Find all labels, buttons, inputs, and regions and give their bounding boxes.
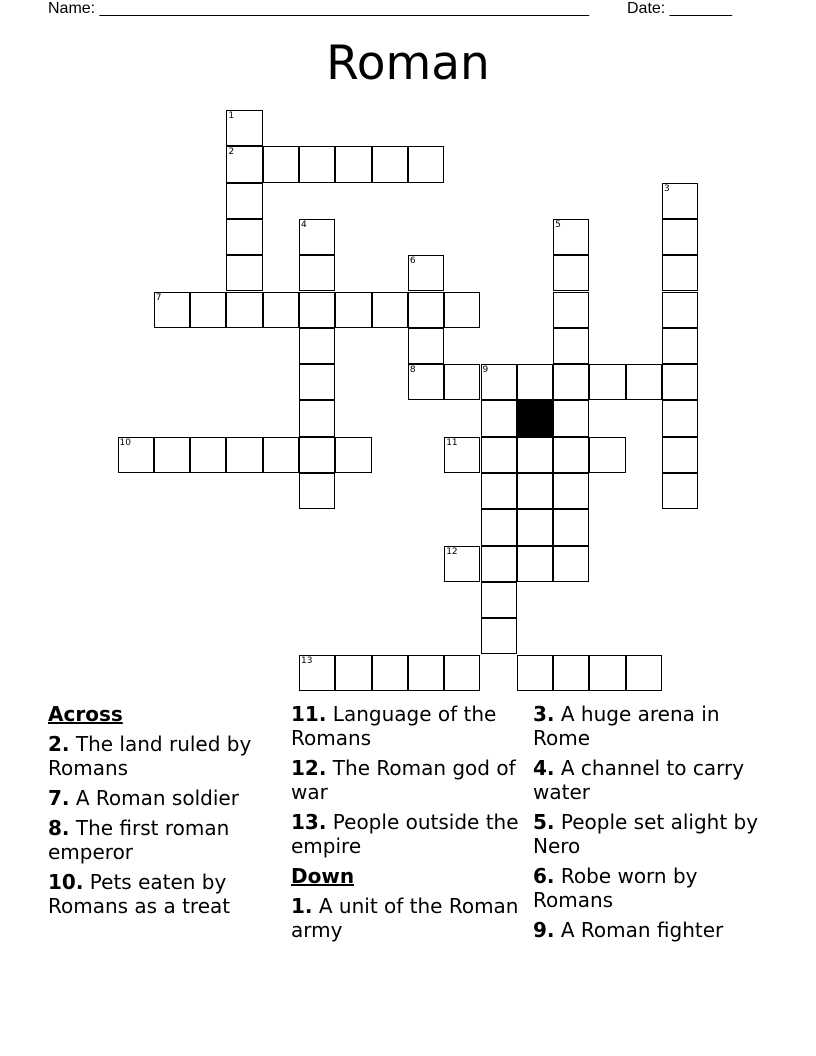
clue-across-13 — [291, 810, 523, 858]
clue-number: 2. — [48, 732, 70, 756]
clue-down-3 — [533, 702, 765, 750]
cell-number: 13 — [301, 655, 313, 666]
grid-cell[interactable] — [662, 255, 698, 291]
grid-cell[interactable] — [662, 437, 698, 473]
grid-cell[interactable] — [589, 655, 625, 691]
grid-cell[interactable] — [481, 437, 517, 473]
clue-number: 8. — [48, 816, 70, 840]
grid-cell-8[interactable] — [408, 364, 444, 400]
grid-cell[interactable] — [517, 437, 553, 473]
clue-number: 6. — [533, 864, 555, 888]
grid-cell[interactable] — [662, 400, 698, 436]
grid-cell[interactable] — [481, 582, 517, 618]
clue-text: The Roman god of war — [291, 756, 516, 804]
cell-number: 1 — [228, 111, 235, 121]
grid-cell[interactable] — [481, 618, 517, 654]
date-field-label[interactable]: Date: _______ — [627, 0, 732, 17]
grid-cell[interactable] — [372, 292, 408, 328]
grid-cell[interactable] — [517, 364, 553, 400]
cell-number: 3 — [664, 183, 670, 194]
clue-text: A channel to carry water — [533, 756, 745, 804]
grid-cell[interactable] — [335, 146, 371, 182]
grid-cell[interactable] — [589, 364, 625, 400]
grid-cell[interactable] — [553, 364, 589, 400]
clue-text: Language of the Romans — [291, 702, 497, 750]
grid-cell[interactable] — [226, 255, 262, 291]
down-heading: Down — [291, 864, 355, 888]
grid-cell-12[interactable] — [444, 546, 480, 582]
grid-cell[interactable] — [553, 437, 589, 473]
cell-number: 9 — [482, 365, 489, 376]
grid-cell[interactable] — [263, 437, 299, 473]
clue-number: 10. — [48, 870, 84, 894]
grid-cell[interactable] — [226, 219, 262, 255]
cell-number: 4 — [301, 219, 307, 230]
clue-number: 12. — [291, 756, 327, 780]
grid-cell[interactable] — [299, 364, 335, 400]
clue-column-3 — [533, 702, 765, 948]
clue-number: 3. — [533, 702, 555, 726]
grid-cell[interactable] — [553, 328, 589, 364]
clue-across-10 — [48, 870, 280, 918]
grid-cell[interactable] — [335, 437, 371, 473]
clue-text: A Roman soldier — [75, 786, 239, 810]
grid-cell[interactable] — [662, 219, 698, 255]
grid-cell[interactable] — [517, 655, 553, 691]
name-field-label[interactable]: Name: _______________________________________________________ — [48, 0, 589, 17]
grid-cell[interactable] — [444, 292, 480, 328]
clue-number: 9. — [533, 918, 555, 942]
clue-text: A unit of the Roman army — [291, 894, 519, 942]
grid-cell[interactable] — [299, 473, 335, 509]
cell-number: 10 — [119, 437, 131, 448]
grid-cell[interactable] — [481, 546, 517, 582]
cell-number: 12 — [446, 546, 458, 557]
clue-across-2 — [48, 732, 280, 780]
grid-cell[interactable] — [154, 437, 190, 473]
grid-cell[interactable] — [553, 546, 589, 582]
grid-cell[interactable] — [553, 473, 589, 509]
clue-column-1 — [48, 702, 280, 924]
grid-cell[interactable] — [589, 437, 625, 473]
grid-cell[interactable] — [553, 292, 589, 328]
grid-cell[interactable] — [408, 328, 444, 364]
grid-cell[interactable] — [263, 292, 299, 328]
clue-text: The land ruled by Romans — [48, 732, 252, 780]
clue-text: The first roman emperor — [48, 816, 230, 864]
clue-number: 4. — [533, 756, 555, 780]
clue-down-6 — [533, 864, 765, 912]
clue-text: Pets eaten by Romans as a treat — [48, 870, 231, 918]
grid-cell-10[interactable] — [118, 437, 154, 473]
clue-number: 13. — [291, 810, 327, 834]
clue-down-9 — [533, 918, 765, 942]
grid-cell[interactable] — [408, 292, 444, 328]
cell-number: 11 — [446, 437, 458, 448]
grid-cell[interactable] — [517, 473, 553, 509]
grid-cell-13[interactable] — [299, 655, 335, 691]
grid-cell[interactable] — [662, 364, 698, 400]
grid-cell[interactable] — [299, 292, 335, 328]
clue-text: Robe worn by Romans — [533, 864, 698, 912]
clue-number: 11. — [291, 702, 327, 726]
grid-cell[interactable] — [335, 655, 371, 691]
grid-cell[interactable] — [226, 183, 262, 219]
grid-cell[interactable] — [662, 328, 698, 364]
clue-text: A Roman fighter — [560, 918, 724, 942]
grid-cell[interactable] — [517, 546, 553, 582]
grid-cell[interactable] — [372, 146, 408, 182]
clue-text: A huge arena in Rome — [533, 702, 720, 750]
grid-cell[interactable] — [481, 509, 517, 545]
grid-cell[interactable] — [299, 146, 335, 182]
grid-cell-4[interactable] — [299, 219, 335, 255]
grid-cell[interactable] — [444, 364, 480, 400]
clue-across-7 — [48, 786, 280, 810]
across-heading: Across — [48, 702, 123, 726]
grid-cell[interactable] — [517, 509, 553, 545]
grid-cell[interactable] — [553, 255, 589, 291]
grid-cell[interactable] — [299, 437, 335, 473]
grid-cell[interactable] — [299, 255, 335, 291]
cell-number: 5 — [555, 219, 561, 230]
grid-cell-5[interactable] — [553, 219, 589, 255]
grid-cell-2[interactable] — [226, 146, 262, 182]
grid-cell[interactable] — [481, 400, 517, 436]
grid-cell[interactable] — [190, 292, 226, 328]
black-square — [517, 400, 553, 436]
grid-cell[interactable] — [553, 400, 589, 436]
grid-cell[interactable] — [408, 146, 444, 182]
puzzle-title: Roman — [326, 36, 490, 91]
clue-down-1 — [291, 894, 523, 942]
clue-down-4 — [533, 756, 765, 804]
grid-cell[interactable] — [553, 509, 589, 545]
grid-cell[interactable] — [372, 655, 408, 691]
clue-number: 7. — [48, 786, 70, 810]
grid-cell[interactable] — [553, 655, 589, 691]
grid-cell[interactable] — [408, 655, 444, 691]
clue-across-8 — [48, 816, 280, 864]
grid-cell[interactable] — [299, 328, 335, 364]
grid-cell-1[interactable] — [226, 110, 262, 146]
grid-cell[interactable] — [226, 437, 262, 473]
grid-cell[interactable] — [444, 655, 480, 691]
grid-cell-9[interactable] — [481, 364, 517, 400]
grid-cell[interactable] — [481, 473, 517, 509]
clue-number: 1. — [291, 894, 313, 918]
cell-number: 2 — [228, 147, 235, 158]
grid-cell[interactable] — [263, 146, 299, 182]
cell-number: 6 — [409, 256, 416, 267]
clue-column-2 — [291, 702, 523, 948]
clue-text: People set alight by Nero — [533, 810, 759, 858]
cell-number: 7 — [155, 292, 162, 303]
grid-cell[interactable] — [626, 655, 662, 691]
grid-cell[interactable] — [299, 400, 335, 436]
grid-cell[interactable] — [335, 292, 371, 328]
grid-cell[interactable] — [226, 292, 262, 328]
grid-cell[interactable] — [662, 473, 698, 509]
clue-across-11 — [291, 702, 523, 750]
grid-cell-11[interactable] — [444, 437, 480, 473]
clue-down-5 — [533, 810, 765, 858]
grid-cell[interactable] — [662, 292, 698, 328]
grid-cell[interactable] — [626, 364, 662, 400]
grid-cell[interactable] — [190, 437, 226, 473]
clue-text: People outside the empire — [291, 810, 519, 858]
clue-number: 5. — [533, 810, 555, 834]
grid-cell-3[interactable] — [662, 183, 698, 219]
clue-across-12 — [291, 756, 523, 804]
cell-number: 8 — [409, 365, 416, 376]
grid-cell-6[interactable] — [408, 255, 444, 291]
grid-cell-7[interactable] — [154, 292, 190, 328]
